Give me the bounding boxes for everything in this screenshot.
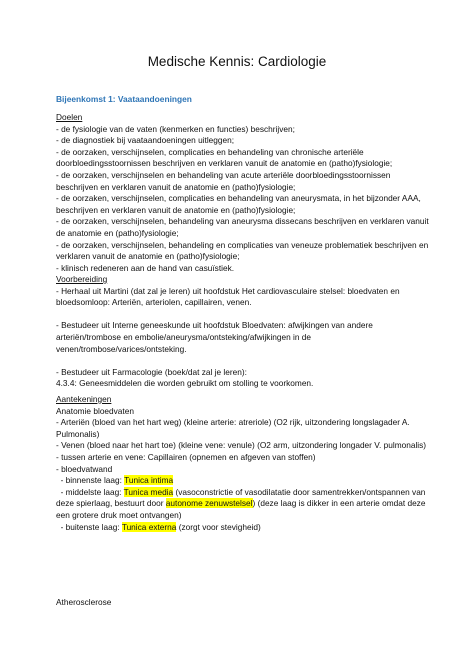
preparation-line: venen/trombose/varices/ontsteking.	[56, 343, 187, 354]
goals-line: verklaren vanuit de anatomie en (patho)fysiologie;	[56, 251, 240, 262]
goals-line: - de oorzaken, verschijnselen, behandeling en complicaties van veneuze problematiek beschrijven en	[56, 239, 429, 250]
notes-line: - bloedvatwand	[56, 463, 113, 474]
goals-heading: Doelen	[56, 112, 83, 122]
middle-layer-line-2	[56, 498, 428, 510]
goals-line: - de oorzaken, verschijnselen en behandeling van acute arteriële doorbloedingsstoornissen	[56, 169, 391, 180]
middle-layer-line-3: een grotere druk moet ontvangen)	[56, 509, 182, 520]
outer-layer-prefix: - buitenste laag:	[56, 521, 122, 532]
goals-section	[56, 112, 428, 274]
highlight-tunica-media: Tunica media	[123, 486, 174, 497]
highlight-tunica-intima: Tunica intima	[124, 475, 174, 486]
notes-line: - Venen (bloed naar het hart toe) (kleine vene: venule) (O2 arm, uitzondering longader V. pulmonalis)	[56, 440, 427, 451]
outer-layer-line	[56, 522, 428, 534]
goals-line: doorbloedingsstoornissen beschrijven en verklaren vanuit de anatomie en (patho)fysiologie;	[56, 158, 393, 169]
outer-layer-rest: (zorgt voor stevigheid)	[176, 521, 261, 532]
goals-line: - klinisch redeneren aan de hand van casuïstiek.	[56, 262, 235, 273]
goals-line: - de oorzaken, verschijnselen, complicaties en behandeling van aneurysmata, in het bijzonder AAA,	[56, 193, 421, 204]
middle-layer-2-prefix: deze spierlaag, bestuurt door	[56, 498, 166, 509]
goals-line: - de oorzaken, verschijnselen, complicaties en behandeling van chronische arteriële	[56, 146, 364, 157]
notes-line: - tussen arterie en vene: Capillairen (opnemen en afgeven van stoffen)	[56, 451, 316, 462]
highlight-tunica-externa: Tunica externa	[121, 521, 177, 532]
notes-subheading: Anatomie bloedvaten	[56, 405, 134, 416]
notes-section	[56, 394, 428, 533]
preparation-line: - Bestudeer uit Interne geneeskunde uit hoofdstuk Bloedvaten: afwijkingen van andere	[56, 320, 373, 331]
preparation-section	[56, 274, 428, 390]
notes-line: Pulmonalis)	[56, 428, 100, 439]
notes-line: - Arteriën (bloed van het hart weg) (kleine arterie: atreriole) (O2 rijk, uitzondering longslagader A.	[56, 417, 410, 428]
middle-layer-2-rest: ) (deze laag is dikker in een arterie omdat deze	[252, 498, 426, 509]
preparation-line: - Herhaal uit Martini (dat zal je leren) uit hoofdstuk Het cardiovasculaire stelsel: bloedvaten en	[56, 285, 400, 296]
goals-line: de anatomie en (patho)fysiologie;	[56, 227, 179, 238]
meeting-heading: Bijeenkomst 1: Vaataandoeningen	[56, 94, 192, 104]
goals-line: beschrijven en verklaren vanuit de anatomie en (patho)fysiologie;	[56, 181, 296, 192]
notes-heading: Aantekeningen	[56, 394, 112, 404]
atherosclerose-heading: Atherosclerose	[56, 597, 112, 607]
preparation-heading: Voorbereiding	[56, 274, 108, 284]
goals-line: - de diagnostiek bij vaataandoeningen uitleggen;	[56, 135, 235, 146]
middle-layer-rest: (vasoconstrictie of vasodilatatie door samentrekken/ontspannen van	[173, 486, 426, 497]
inner-layer-prefix: - binnenste laag:	[56, 475, 125, 486]
goals-line: - de fysiologie van de vaten (kenmerken en functies) beschrijven;	[56, 123, 295, 134]
middle-layer-prefix: - middelste laag:	[56, 486, 124, 497]
highlight-autonome-zenuwstelsel: autonome zenuwstelsel	[165, 498, 253, 509]
preparation-line: - Bestudeer uit Farmacologie (boek/dat zal je leren):	[56, 366, 247, 377]
goals-line: beschrijven en verklaren vanuit de anatomie en (patho)fysiologie;	[56, 204, 296, 215]
preparation-line: 4.3.4: Geneesmiddelen die worden gebruikt om stolling te voorkomen.	[56, 378, 314, 389]
inner-layer-line	[56, 475, 428, 487]
preparation-line: bloedsomloop: Arteriën, arteriolen, capillairen, venen.	[56, 297, 252, 308]
preparation-line: arteriën/trombose en embolie/aneurysma/ontsteking/afwijkingen in de	[56, 331, 312, 342]
document-title: Medische Kennis: Cardiologie	[147, 54, 327, 69]
middle-layer-line	[56, 487, 428, 499]
goals-line: - de oorzaken, verschijnselen, behandeling van aneurysma dissecans beschrijven en verklaren vanuit	[56, 216, 429, 227]
